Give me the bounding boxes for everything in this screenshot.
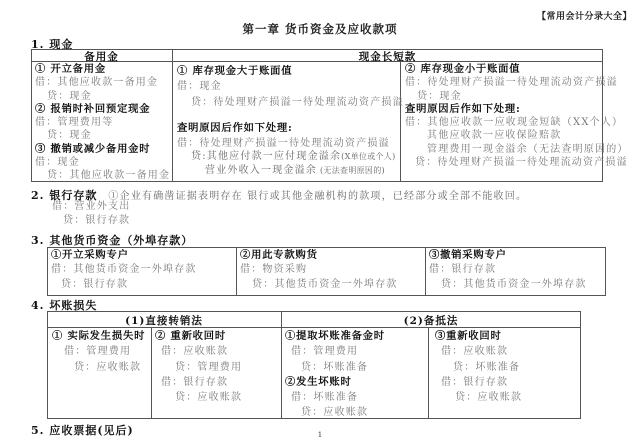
debit-line: 借：待处理财产损溢一待处理流动资产损溢 xyxy=(405,77,618,89)
section-2-description: ①企业有确凿证据表明存在 银行或其他金融机构的款项，已经部分或全部不能收回。 xyxy=(108,191,528,202)
entry-heading: ① 实际发生损失时 xyxy=(52,330,146,342)
col-divider xyxy=(425,247,426,296)
allowance-method-header: (2)备抵法 xyxy=(403,315,459,327)
credit-line: 贷：坏账准备 xyxy=(301,361,369,373)
section-3-title: 3. 其他货币资金（外埠存款） xyxy=(31,234,194,247)
direct-loss-cell xyxy=(52,330,145,374)
credit-line: 贷：其他货币资金一外埠存款 xyxy=(252,278,398,290)
debit-line: 其他应收款一应收保险赔款 xyxy=(427,130,562,142)
debit-line: 借：应收账款 xyxy=(161,346,229,358)
open-account-cell xyxy=(51,249,197,291)
credit-line: 贷：管理费用 xyxy=(175,361,243,373)
credit-line: 贷：银行存款 xyxy=(63,215,131,226)
section-2-title: 2. 银行存款 xyxy=(31,189,98,202)
cash-shortage-cell xyxy=(405,63,629,169)
credit-note: (无法查明原因的) xyxy=(320,165,385,175)
debit-line: 借：管理费用 xyxy=(291,346,359,358)
credit-line: 贷：其他货币资金一外埠存款 xyxy=(441,278,587,290)
section-1-title: 1. 现金 xyxy=(31,38,74,51)
credit-note: (X单位或个人) xyxy=(341,152,396,162)
allowance-recover-cell xyxy=(435,330,522,404)
cash-overage-cell xyxy=(177,65,404,177)
debit-line: 借：坏账准备 xyxy=(291,392,359,404)
credit-line: 贷：坏账准备 xyxy=(453,361,521,373)
cash-table-col-divider xyxy=(172,49,173,182)
debit-line: 管理费用一现金溢余（无法查明原因的） xyxy=(427,143,629,155)
section-4-title: 4. 坏账损失 xyxy=(31,299,98,312)
credit-line: 贷：应收账款 xyxy=(74,361,142,373)
entry-heading: ③重新收回时 xyxy=(435,330,502,342)
cash-over-short-header: 现金长短款 xyxy=(358,51,417,63)
direct-writeoff-header: (1)直接转销法 xyxy=(125,315,203,327)
entry-heading: ②发生坏账时 xyxy=(285,375,352,388)
credit-line: 贷：其他应收款一备用金 xyxy=(47,170,171,182)
section-5-title: 5. 应收票据(见后) xyxy=(31,424,134,437)
credit-line xyxy=(177,150,404,163)
credit-account: 营业外收入一现金溢余 xyxy=(205,164,317,176)
entry-heading: ② 库存现金小于账面值 xyxy=(405,63,521,75)
debit-line: 借：银行存款 xyxy=(429,264,497,276)
credit-account: 贷:其他应付款一应付现金溢余 xyxy=(191,151,342,163)
page-number: 1 xyxy=(317,431,323,439)
entry-heading: ② 报销时补回预定现金 xyxy=(35,102,151,115)
entry-heading: ② 重新收回时 xyxy=(155,330,226,342)
credit-line: 贷：现金 xyxy=(417,90,462,102)
entry-heading: ③撤销采购专户 xyxy=(429,249,507,261)
close-account-cell xyxy=(429,249,587,291)
entry-heading: ①提取坏账准备金时 xyxy=(285,330,385,342)
credit-line xyxy=(177,164,404,177)
debit-line: 借：现金 xyxy=(35,157,80,169)
debit-line: 借：其他应收款一备用金 xyxy=(35,77,159,89)
credit-line: 贷：现金 xyxy=(47,90,92,102)
debit-line: 借：现金 xyxy=(177,81,222,93)
petty-cash-header: 备用金 xyxy=(84,51,119,63)
entry-heading: ②用此专款购货 xyxy=(240,249,318,261)
debit-line: 借：管理费用 xyxy=(64,346,132,358)
credit-line: 贷：银行存款 xyxy=(61,278,129,290)
entry-heading: ③ 撤销或减少备用金时 xyxy=(35,142,151,155)
entry-heading: 查明原因后作如下处理: xyxy=(177,121,293,134)
debit-line: 借：银行存款 xyxy=(161,376,229,388)
entry-heading: ①开立采购专户 xyxy=(51,249,129,261)
col-divider xyxy=(428,327,429,419)
credit-line: 贷：现金 xyxy=(47,130,92,142)
debit-line: 借：营业外支出 xyxy=(52,201,131,212)
debit-line: 借：其他货币资金一外埠存款 xyxy=(51,264,197,276)
debit-line: 借：物资采购 xyxy=(240,264,308,276)
credit-line: 贷：待处理财产损溢一待处理流动资产损溢 xyxy=(191,96,404,108)
debit-line: 借：应收账款 xyxy=(441,346,509,358)
chapter-title: 第一章 货币资金及应收款项 xyxy=(242,22,398,36)
allowance-provision-cell xyxy=(285,330,385,420)
debit-line: 借：银行存款 xyxy=(441,376,509,388)
entry-heading: 查明原因后作如下处理: xyxy=(405,102,521,115)
credit-line: 贷：应收账款 xyxy=(301,407,369,419)
col-divider xyxy=(236,247,237,296)
credit-line: 贷：待处理财产损溢一待处理流动资产损溢 xyxy=(415,156,628,168)
debit-line: 借：其他应收款一应收现金短缺（XX个人） xyxy=(405,117,624,129)
entry-heading: ① 库存现金大于账面值 xyxy=(177,65,293,77)
col-divider xyxy=(151,327,152,419)
credit-line: 贷：应收账款 xyxy=(175,392,243,404)
document-tag: 【常用会计分录大全】 xyxy=(536,12,632,22)
petty-cash-cell xyxy=(35,63,170,182)
debit-line: 借：管理费用等 xyxy=(35,117,114,129)
purchase-cell xyxy=(240,249,398,291)
debit-line: 借：待处理财产损溢一待处理流动资产损溢 xyxy=(177,138,390,150)
credit-line: 贷：应收账款 xyxy=(455,392,523,404)
direct-recover-cell xyxy=(155,330,242,404)
entry-heading: ① 开立备用金 xyxy=(35,63,106,75)
